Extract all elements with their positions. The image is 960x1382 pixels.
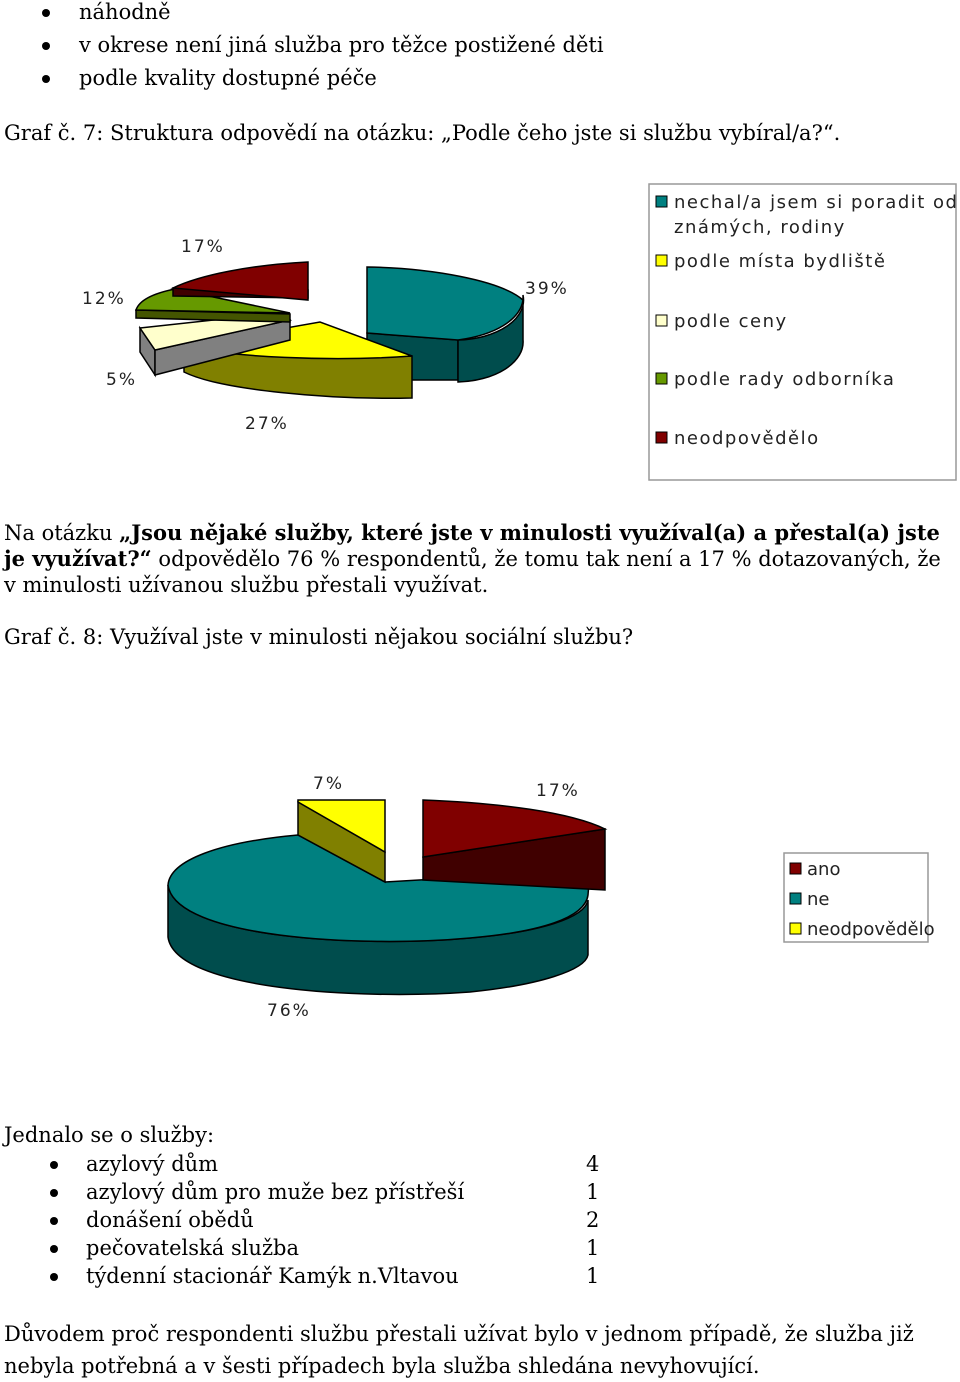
legend8-swatch-neodp <box>790 923 801 934</box>
list-item <box>48 1150 608 1178</box>
legend-label-pratele-1: nechal/a jsem si poradit od <box>674 192 959 213</box>
graf8-chart <box>0 760 960 1040</box>
list-item <box>48 1262 608 1290</box>
legend-label-bydliste: podle místa bydliště <box>674 251 887 272</box>
service-count: 1 <box>586 1264 600 1288</box>
legend8-swatch-ano <box>790 863 801 874</box>
graf8-caption: Graf č. 8: Využíval jste v minulosti nějakou sociální službu? <box>4 625 634 649</box>
list-item <box>48 1206 608 1234</box>
legend-label-pratele-2: známých, rodiny <box>674 217 846 238</box>
list-item <box>48 1178 608 1206</box>
services-heading: Jednalo se o služby: <box>4 1123 215 1147</box>
paragraph-rest: odpovědělo 76 % respondentů, že tomu tak není a 17 % dotazovaných, že v minulosti užívanou službu přestali využívat. <box>4 547 941 597</box>
label-76: 76% <box>267 1001 311 1021</box>
legend8-swatch-ne <box>790 893 801 904</box>
legend-swatch-yellow <box>656 255 667 266</box>
legend8-label-ne: ne <box>807 889 830 910</box>
service-name: azylový dům pro muže bez přístřeší <box>86 1180 465 1204</box>
top-bullet-list <box>40 0 604 95</box>
service-name: pečovatelská služba <box>86 1236 299 1260</box>
service-name: týdenní stacionář Kamýk n.Vltavou <box>86 1264 459 1288</box>
list-item: v okrese není jiná služba pro těžce postižené děti <box>40 29 604 62</box>
legend-swatch-green <box>656 373 667 384</box>
graf7-chart <box>0 150 960 490</box>
label-17: 17% <box>181 237 225 257</box>
label-39: 39% <box>525 279 569 299</box>
paragraph-question: „Jsou nějaké služby, které jste v minulosti využíval(a) a přestal(a) jste je využívat?“ <box>4 520 940 571</box>
list-item: podle kvality dostupné péče <box>40 62 604 95</box>
list-item: náhodně <box>40 0 604 29</box>
legend8-label-neodp: neodpovědělo <box>807 919 935 940</box>
legend-swatch-teal <box>656 196 667 207</box>
service-count: 1 <box>586 1180 600 1204</box>
label-17b: 17% <box>536 781 580 801</box>
slice-pratele <box>367 267 523 340</box>
legend8-label-ano: ano <box>807 859 841 880</box>
paragraph-otazka <box>4 520 944 598</box>
label-27: 27% <box>245 414 289 434</box>
service-count: 1 <box>586 1236 600 1260</box>
legend-swatch-red <box>656 432 667 443</box>
service-name: donášení obědů <box>86 1208 254 1232</box>
service-count: 4 <box>586 1152 600 1176</box>
legend-label-neodpovedelo: neodpovědělo <box>674 428 820 449</box>
services-list <box>48 1150 608 1290</box>
legend-label-cena: podle ceny <box>674 311 788 332</box>
service-count: 2 <box>586 1208 600 1232</box>
paragraph-prefix: Na otázku <box>4 521 120 545</box>
closing-paragraph: Důvodem proč respondenti službu přestali užívat bylo v jednom případě, že služba již nebyla potřebná a v šesti případech byla služba shledána nevyhovující. <box>4 1322 914 1378</box>
graf7-caption: Graf č. 7: Struktura odpovědí na otázku: „Podle čeho jste si službu vybíral/a?“. <box>4 121 841 145</box>
label-5: 5% <box>106 370 137 390</box>
label-12: 12% <box>82 289 126 309</box>
service-name: azylový dům <box>86 1152 219 1176</box>
list-item <box>48 1234 608 1262</box>
label-7: 7% <box>313 774 344 794</box>
legend-label-odbornik: podle rady odborníka <box>674 369 896 390</box>
legend-swatch-cream <box>656 315 667 326</box>
